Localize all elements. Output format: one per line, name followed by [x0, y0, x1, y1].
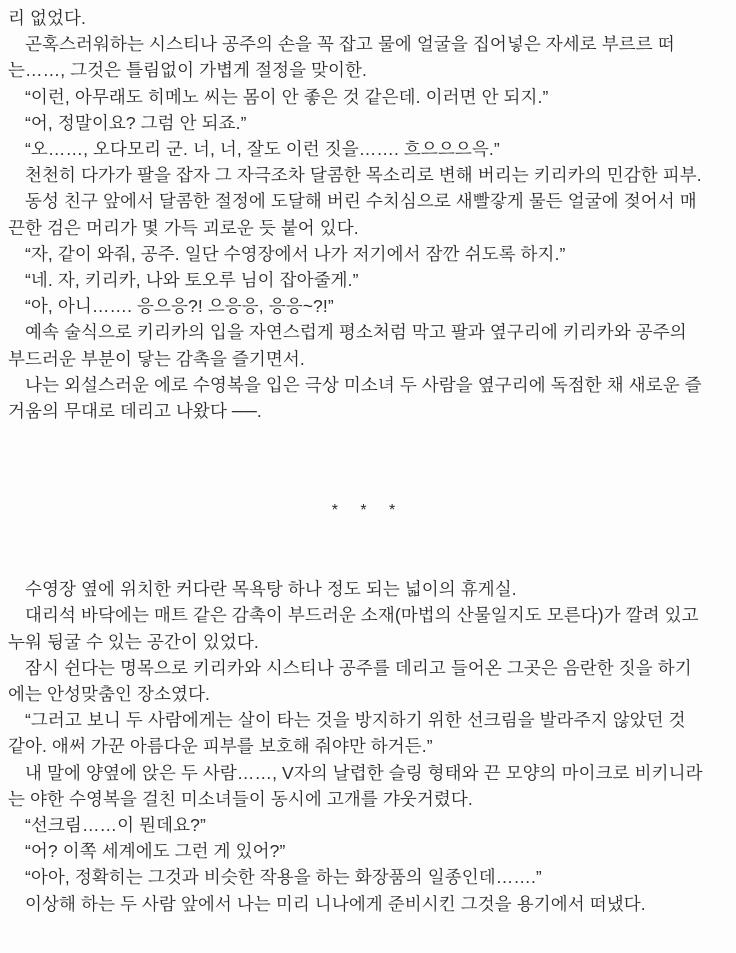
text-line: “오……, 오다모리 군. 너, 너, 잘도 이런 짓을……. 흐으으으윽.” — [25, 139, 500, 160]
text-section-1 — [8, 5, 728, 424]
text-line: 잠시 쉰다는 명목으로 키리카와 시스티나 공주를 데리고 들어온 그곳은 음란한 짓을 하기 — [25, 657, 692, 678]
text-line: 내 말에 양옆에 앉은 두 사람……, V자의 날렵한 슬링 형태와 끈 모양의 마이크로 비키니라 — [25, 762, 703, 783]
text-line: “자, 같이 와줘, 공주. 일단 수영장에서 나가 저기에서 잠깐 쉬도록 하지.” — [25, 243, 566, 264]
text-line: “이런, 아무래도 히메노 씨는 몸이 안 좋은 것 같은데. 이러면 안 되지.” — [25, 86, 549, 107]
text-line: 거움의 무대로 데리고 나왔다 ──. — [8, 401, 262, 422]
text-line: 리 없었다. — [8, 8, 86, 28]
text-line: 끈한 검은 머리가 몇 가득 괴로운 듯 붙어 있다. — [8, 217, 359, 238]
text-line: “어? 이쪽 세계에도 그런 게 있어?” — [25, 841, 286, 862]
text-line: 누워 뒹굴 수 있는 공간이 있었다. — [8, 631, 259, 652]
text-line: 부드러운 부분이 닿는 감촉을 즐기면서. — [8, 348, 305, 369]
text-line: “아아, 정확히는 그것과 비슷한 작용을 하는 화장품의 일종인데…….” — [25, 867, 542, 888]
text-line: “어, 정말이요? 그럼 안 되죠.” — [25, 112, 247, 133]
text-line: 나는 외설스러운 에로 수영복을 입은 극상 미소녀 두 사람을 옆구리에 독점한 채 새로운 즐 — [25, 374, 702, 395]
text-line: “네. 자, 키리카, 나와 토오루 님이 잡아줄게.” — [25, 270, 359, 291]
text-line: 수영장 옆에 위치한 커다란 목욕탕 하나 정도 되는 넓이의 휴게실. — [25, 579, 517, 600]
text-line: 같아. 애써 가꾼 아름다운 피부를 보호해 줘야만 하거든.” — [8, 736, 433, 757]
text-line: 예속 술식으로 키리카의 입을 자연스럽게 평소처럼 막고 팔과 옆구리에 키리카와 공주의 — [25, 322, 687, 343]
text-line: 에는 안성맞춤인 장소였다. — [8, 684, 210, 705]
text-line: 천천히 다가가 팔을 잡자 그 자극조차 달콤한 목소리로 변해 버리는 키리카의 민감한 피부. — [25, 165, 702, 186]
text-line: “아, 아니……. 응으응?! 으응응, 응응~?!” — [25, 296, 334, 317]
text-line: 는……, 그것은 틀림없이 가볍게 절정을 맞이한. — [8, 60, 368, 81]
text-line: 동성 친구 앞에서 달콤한 절정에 도달해 버린 수치심으로 새빨갛게 물든 얼굴에 젖어서 매 — [25, 191, 697, 212]
scene-break-divider: * * * — [331, 502, 405, 520]
text-section-2 — [8, 576, 728, 917]
text-line: “그러고 보니 두 사람에게는 살이 타는 것을 방지하기 위한 선크림을 발라주지 않았던 것 — [25, 710, 686, 731]
text-line: 이상해 하는 두 사람 앞에서 나는 미리 니나에게 준비시킨 그것을 용기에서 떠냈다. — [25, 893, 646, 914]
text-line: “선크림……이 뭔데요?” — [25, 815, 206, 836]
text-line: 는 야한 수영복을 걸친 미소녀들이 동시에 고개를 갸웃거렸다. — [8, 788, 473, 809]
text-line: 곤혹스러워하는 시스티나 공주의 손을 꼭 잡고 물에 얼굴을 집어넣은 자세로 부르르 떠 — [25, 34, 675, 55]
text-line: 대리석 바닥에는 매트 같은 감촉이 부드러운 소재(마법의 산물일지도 모른다)가 깔려 있고 — [25, 605, 699, 626]
